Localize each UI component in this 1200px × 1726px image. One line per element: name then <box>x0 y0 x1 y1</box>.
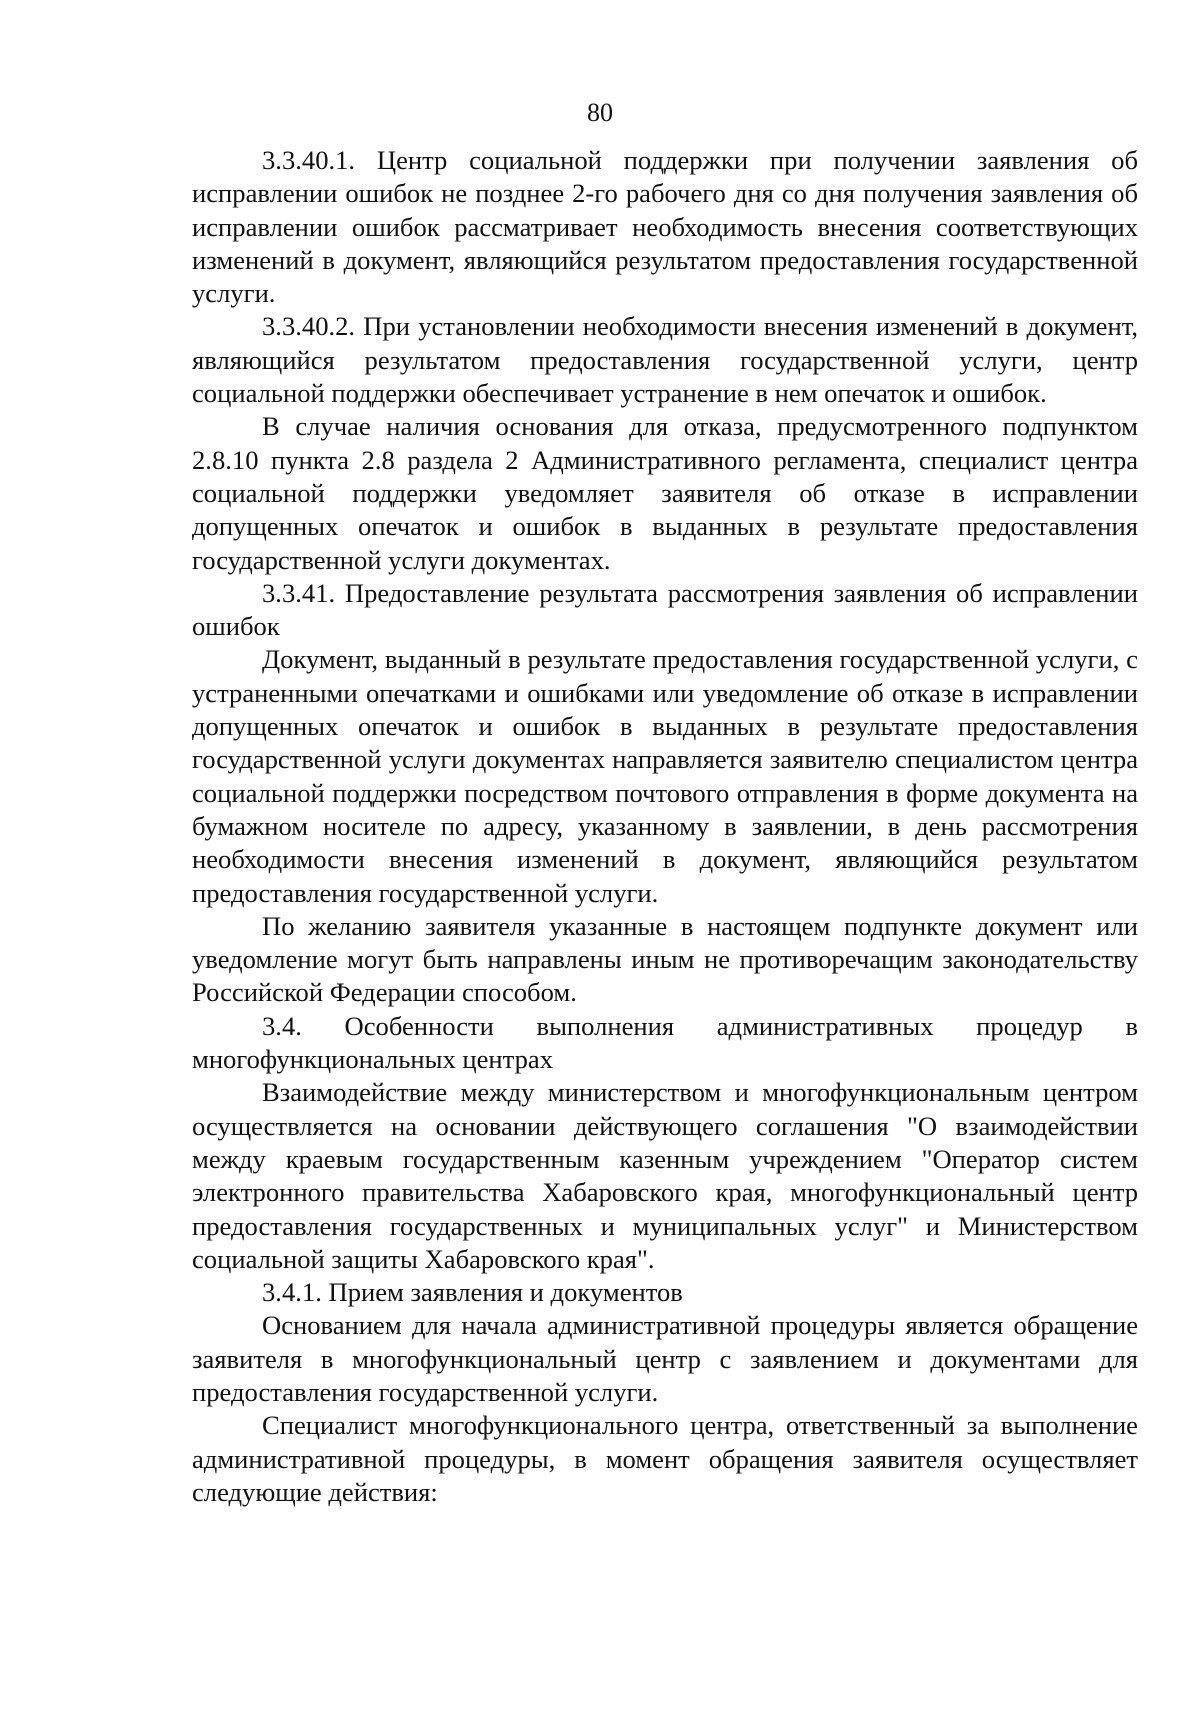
paragraph-3-3-40-2: 3.3.40.2. При установлении необходимости внесения изменений в документ, являющийся результатом предоставления государственной услуги, центр социальной поддержки обеспечивает устранение в нем опечаток и ошибок. <box>192 311 1138 409</box>
page-number: 80 <box>587 98 613 127</box>
paragraph-applicant-wish: По желанию заявителя указанные в настоящем подпункте документ или уведомление могут быть направлены иным не противоречащим законодательству Российской Федерации способом. <box>192 910 1138 1008</box>
paragraph-interaction-agreement: Взаимодействие между министерством и многофункциональным центром осуществляется на основании действующего соглашения "О взаимодействии между краевым государственным казенным учреждением "Оператор систем электронного правительства Хабаровского края, многофункциональный центр предоставления государственных и муниципальных услуг" и Министерством социальной защиты Хабаровского края". <box>192 1077 1138 1274</box>
heading-3-3-41: 3.3.41. Предоставление результата рассмотрения заявления об исправлении ошибок <box>192 577 1138 642</box>
paragraph-specialist-actions: Специалист многофункционального центра, ответственный за выполнение административной процедуры, в момент обращения заявителя осуществляет следующие действия: <box>192 1410 1138 1507</box>
document-body <box>192 144 1138 1509</box>
paragraph-refusal-notice: В случае наличия основания для отказа, предусмотренного подпунктом 2.8.10 пункта 2.8 раздела 2 Административного регламента, специалист центра социальной поддержки уведомляет заявителя об отказе в исправлении допущенных опечаток и ошибок в выданных в результате предоставления государственной услуги документах. <box>192 411 1138 575</box>
paragraph-procedure-basis: Основанием для начала административной процедуры является обращение заявителя в многофункциональный центр с заявлением и документами для предоставления государственной услуги. <box>192 1310 1138 1407</box>
heading-3-4: 3.4. Особенности выполнения административных процедур в многофункциональных центрах <box>192 1010 1138 1075</box>
paragraph-document-delivery: Документ, выданный в результате предоставления государственной услуги, с устраненными опечатками и ошибками или уведомление об отказе в исправлении допущенных опечаток и ошибок в выданных в результате предоставления государственной услуги документах направляется заявителю специалистом центра социальной поддержки посредством почтового отправления в форме документа на бумажном носителе по адресу, указанному в заявлении, в день рассмотрения необходимости внесения изменений в документ, являющийся результатом предоставления государственной услуги. <box>192 644 1138 908</box>
paragraph-3-3-40-1: 3.3.40.1. Центр социальной поддержки при получении заявления об исправлении ошибок не позднее 2-го рабочего дня со дня получения заявления об исправлении ошибок рассматривает необходимость внесения соответствующих изменений в документ, являющийся результатом предоставления государственной услуги. <box>192 145 1138 309</box>
heading-3-4-1: 3.4.1. Прием заявления и документов <box>262 1277 683 1308</box>
